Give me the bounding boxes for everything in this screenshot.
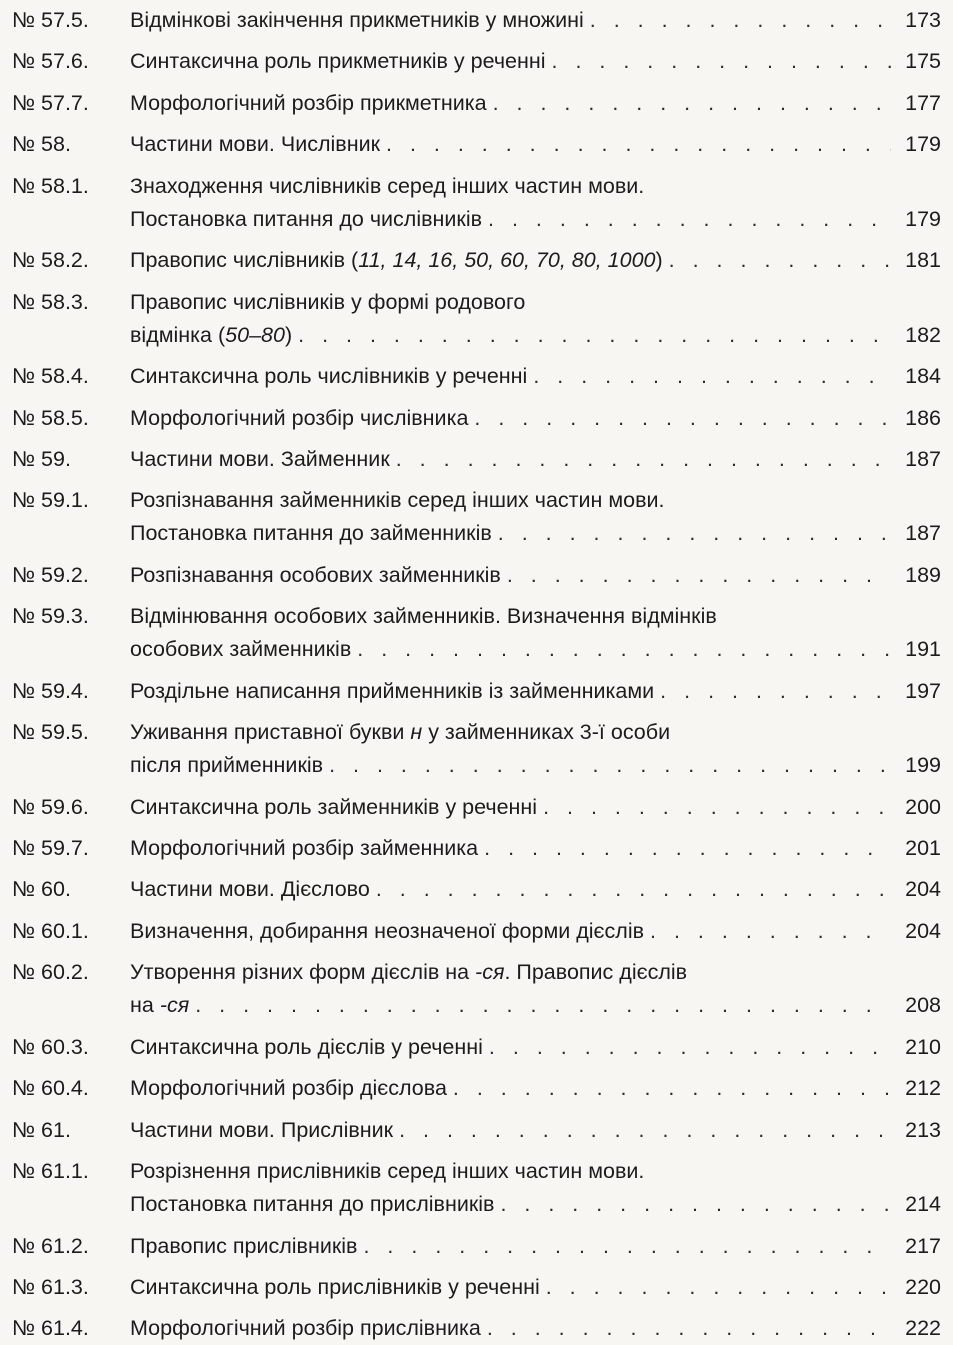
toc-title-segment: Відмінкові закінчення прикметників у множині [130,8,584,32]
toc-entry-title-text [130,749,323,782]
toc-entry-title-line [130,1155,941,1188]
toc-entry-body [130,1230,941,1263]
dot-leader [393,1114,891,1147]
toc-title-segment: Правопис числівників у формі родового [130,289,526,314]
toc-entry-number: № 59.1. [12,488,89,513]
dot-leader [527,360,891,393]
toc-entry-title-text [130,1072,447,1105]
toc-entry [12,1155,941,1221]
toc-entry-body [130,1312,941,1345]
toc-entry-number: № 59.7. [12,836,89,860]
toc-entry-number: № 60.1. [12,918,89,943]
toc-entry-body [130,1271,941,1304]
toc-entry-title-text [130,559,501,592]
toc-entry-title-text [130,633,351,666]
toc-entry-body [130,832,941,865]
toc-entry-body [130,956,941,1022]
toc-entry [12,402,941,435]
toc-entry [12,1230,941,1263]
toc-entry-body [130,873,941,906]
toc-entry-page-number: 201 [905,836,941,860]
toc-entry-title-line [130,128,941,161]
toc-entry-page-number: 204 [905,918,941,943]
dot-leader [468,402,891,435]
toc-title-italic-segment: -ся [159,993,190,1018]
toc-entry-title-line [130,1031,941,1064]
toc-entry-number: № 61. [12,1117,71,1142]
toc-entry-number: № 59.6. [12,794,89,819]
toc-entry [12,443,941,476]
toc-entry-title-text [130,517,492,550]
toc-entry-title-text [130,989,189,1022]
toc-entry-title-text [130,203,482,236]
toc-entry [12,832,941,865]
toc-entry-page-number: 197 [905,678,941,703]
toc-entry [12,170,941,236]
toc-title-segment: Частини мови. Прислівник [130,1117,394,1142]
toc-entry-page-number: 208 [905,993,941,1018]
toc-entry-number: № 61.2. [12,1233,89,1258]
toc-entry [12,286,941,352]
toc-title-segment: ) [655,248,663,273]
toc-entry-title-line [130,633,941,666]
toc-entry-page-number: 181 [905,248,941,273]
toc-entry-number: № 57.7. [12,90,89,115]
dot-leader [478,832,891,865]
toc-entry-body [130,128,941,161]
toc-entry [12,1114,941,1147]
toc-title-italic-segment: -ся [475,960,505,985]
toc-entry-title-line [130,87,941,120]
toc-title-segment: Частини мови. Займенник [130,446,390,471]
toc-entry-number: № 59.3. [12,604,89,629]
toc-entry-title-text [130,1271,540,1304]
toc-title-segment: Розпізнавання займенників серед інших частин мови. [130,488,665,513]
toc-entry [12,484,941,550]
dot-leader [546,45,891,78]
toc-entry-title-line [130,675,941,708]
toc-entry-body [130,1155,941,1221]
toc-entry [12,915,941,948]
dot-leader [380,128,891,161]
toc-entry [12,360,941,393]
toc-entry-number: № 60. [12,877,71,902]
toc-entry-title-line [130,517,941,550]
toc-entry-title-text [130,360,527,393]
toc-title-segment: Частини мови. Числівник [130,132,380,157]
toc-entry [12,956,941,1022]
toc-entry [12,1031,941,1064]
toc-entry-title-line [130,286,941,319]
toc-entry-title-line [130,443,941,476]
toc-entry-number: № 58. [12,132,71,157]
toc-entry-title-line [130,749,941,782]
toc-title-segment: Правопис прислівників [130,1233,358,1258]
toc-entry-page-number: 212 [905,1076,941,1101]
toc-entry-number: № 58.1. [12,173,89,198]
toc-entry-body [130,1114,941,1147]
toc-entry-body [130,1072,941,1105]
toc-entry-page-number: 204 [905,877,941,902]
toc-entry-page-number: 189 [905,562,941,587]
toc-entry-title-line [130,1072,941,1105]
toc-entry [12,1312,941,1345]
toc-entry-title-line [130,1230,941,1263]
toc-entry [12,128,941,161]
dot-leader [447,1072,891,1105]
toc-entry-title-text [130,244,663,277]
toc-title-segment: Частини мови. Дієслово [130,877,370,902]
toc-entry-title-text [130,128,380,161]
toc-title-segment: ) [284,322,293,347]
toc-entry-page-number: 210 [905,1034,941,1059]
toc-entry-body [130,915,941,948]
toc-entry-title-text [130,1159,644,1183]
toc-entry-title-text [130,290,525,314]
toc-entry-number: № 61.3. [12,1274,89,1299]
toc-entry-number: № 60.2. [12,960,89,985]
dot-leader [487,87,891,120]
toc-entry-body [130,286,941,352]
toc-entry-title-line [130,1114,941,1147]
toc-entry-title-text [130,1031,483,1064]
dot-leader [189,989,891,1022]
toc-entry-body [130,443,941,476]
toc-entry-title-line [130,956,941,989]
dot-leader [644,915,891,948]
toc-entry-title-line [130,319,941,352]
dot-leader [390,443,891,476]
toc-title-segment: після прийменників [130,753,324,778]
toc-title-segment: Постановка питання до прислівників [130,1192,495,1217]
toc-entry-page-number: 179 [905,132,941,157]
toc-entry-number: № 59.5. [12,720,89,745]
toc-entry-page-number: 182 [905,322,941,347]
toc-title-segment: Морфологічний розбір займенника [130,836,479,860]
toc-entry-body [130,716,941,782]
toc-entry-body [130,791,941,824]
toc-entry [12,4,941,37]
toc-title-segment: Утворення різних форм дієслів на [130,960,476,985]
dot-leader [584,4,891,37]
toc-title-segment: Синтаксична роль прикметників у реченні [130,49,546,74]
toc-entry-title-text [130,1312,481,1345]
dot-leader [481,1312,891,1345]
toc-title-segment: Розпізнавання особових займенників [130,562,501,587]
toc-entry-title-text [130,604,717,628]
toc-entry-title-line [130,559,941,592]
dot-leader [501,559,891,592]
toc-entry-body [130,600,941,666]
toc-entry-page-number: 175 [905,49,941,74]
toc-entry-title-line [130,1271,941,1304]
toc-entry-title-text [130,87,487,120]
toc-entry-body [130,87,941,120]
toc-title-segment: Правопис числівників ( [130,248,359,273]
toc-title-italic-segment: 11, 14, 16, 50, 60, 70, 80, 1000 [358,248,656,273]
toc-entry-page-number: 187 [905,446,941,471]
toc-entry-title-text [130,960,687,984]
toc-entry-title-line [130,4,941,37]
toc-entry-title-line [130,45,941,78]
dot-leader [654,675,891,708]
toc-entry-number: № 61.4. [12,1316,89,1341]
toc-entry-title-text [130,1114,393,1147]
toc-entry-title-text [130,443,390,476]
toc-entry-body [130,45,941,78]
toc-title-italic-segment: 50–80 [225,322,285,347]
toc-title-segment: Синтаксична роль дієслів у реченні [130,1034,483,1059]
toc-entry-number: № 59. [12,446,71,471]
dot-leader [483,1031,891,1064]
toc-entry-title-line [130,203,941,236]
toc-entry-body [130,170,941,236]
toc-entry-body [130,402,941,435]
toc-title-segment: особових займенників [130,637,352,662]
toc-entry [12,87,941,120]
toc-title-segment: Уживання приставної букви [130,720,411,745]
toc-title-segment: Постановка питання до числівників [130,206,483,231]
toc-entry-body [130,360,941,393]
toc-entry-page-number: 214 [905,1192,941,1217]
toc-entry-page-number: 217 [905,1233,941,1258]
dot-leader [370,873,891,906]
toc-entry-title-text [130,1188,494,1221]
toc-entry-page-number: 222 [905,1316,941,1341]
toc-entry-page-number: 199 [905,753,941,778]
toc-entry-number: № 58.3. [12,289,89,314]
toc-title-segment: Визначення, добирання неозначеної форми дієслів [130,918,645,943]
toc-title-segment: на [130,993,160,1018]
toc-entry-title-text [130,791,537,824]
toc-entry-title-line [130,1312,941,1345]
toc-entry [12,600,941,666]
toc-entry-page-number: 191 [905,637,941,662]
toc-entry [12,45,941,78]
toc-title-segment: Роздільне написання прийменників із займенниками [130,678,655,703]
toc-entry-body [130,559,941,592]
toc-entry-title-text [130,915,644,948]
toc-entry [12,675,941,708]
toc-entry-page-number: 200 [905,794,941,819]
toc-entry-number: № 60.3. [12,1034,89,1059]
toc-entry-body [130,484,941,550]
toc-entry-page-number: 220 [905,1274,941,1299]
toc-entry-number: № 61.1. [12,1159,89,1184]
toc-title-segment: . Правопис дієслів [504,960,688,985]
table-of-contents [12,4,941,1345]
toc-entry-title-text [130,174,644,198]
toc-title-segment: Розрізнення прислівників серед інших частин мови. [130,1159,645,1184]
toc-entry-body [130,4,941,37]
toc-entry-title-line [130,402,941,435]
toc-title-segment: Морфологічний розбір числівника [130,405,469,430]
toc-entry-title-line [130,989,941,1022]
toc-entry-body [130,1031,941,1064]
toc-entry [12,716,941,782]
toc-title-segment: Відмінювання особових займенників. Визначення відмінків [130,604,717,629]
toc-entry-page-number: 184 [905,364,941,389]
toc-entry-title-text [130,4,584,37]
toc-entry-title-text [130,319,292,352]
toc-entry-number: № 60.4. [12,1076,89,1101]
dot-leader [292,319,891,352]
toc-entry-title-line [130,832,941,865]
toc-entry-page-number: 213 [905,1117,941,1142]
toc-title-segment: у займенниках 3-ї особи [422,720,671,745]
toc-title-segment: Постановка питання до займенників [130,521,492,546]
dot-leader [357,1230,891,1263]
toc-entry-title-line [130,360,941,393]
toc-entry-title-text [130,675,654,708]
toc-entry-number: № 58.4. [12,364,89,389]
dot-leader [663,244,891,277]
toc-entry-title-line [130,873,941,906]
dot-leader [351,633,891,666]
toc-entry-page-number: 179 [905,206,941,231]
dot-leader [537,791,891,824]
toc-entry-title-text [130,488,665,512]
toc-entry-title-line [130,915,941,948]
toc-title-segment: Морфологічний розбір прикметника [130,90,487,115]
toc-entry-title-line [130,716,941,749]
toc-entry-number: № 59.2. [12,562,89,587]
toc-title-segment: відмінка ( [130,322,226,347]
dot-leader [494,1188,891,1221]
toc-entry [12,791,941,824]
toc-entry-title-text [130,45,546,78]
toc-title-segment: Синтаксична роль займенників у реченні [130,794,538,819]
toc-entry [12,559,941,592]
toc-entry-title-line [130,1188,941,1221]
toc-title-segment: Синтаксична роль числівників у реченні [130,364,528,389]
toc-entry-page-number: 173 [905,8,941,32]
toc-entry [12,1271,941,1304]
toc-entry [12,873,941,906]
toc-title-italic-segment: н [410,720,423,745]
toc-entry [12,1072,941,1105]
toc-entry-title-text [130,1230,357,1263]
toc-entry-page-number: 186 [905,405,941,430]
toc-entry-title-line [130,600,941,633]
toc-entry-title-text [130,873,370,906]
toc-entry [12,244,941,277]
toc-entry-number: № 57.6. [12,49,89,74]
toc-entry-page-number: 187 [905,521,941,546]
toc-entry-title-text [130,832,478,865]
toc-entry-number: № 59.4. [12,678,89,703]
toc-title-segment: Морфологічний розбір прислівника [130,1316,481,1341]
dot-leader [540,1271,891,1304]
toc-entry-title-text [130,402,468,435]
toc-title-segment: Знаходження числівників серед інших частин мови. [130,173,645,198]
toc-entry-number: № 58.5. [12,405,89,430]
toc-entry-title-line [130,484,941,517]
toc-entry-body [130,244,941,277]
toc-title-segment: Морфологічний розбір дієслова [130,1076,447,1101]
toc-entry-number: № 58.2. [12,248,89,273]
dot-leader [492,517,891,550]
toc-entry-number: № 57.5. [12,8,89,32]
dot-leader [323,749,891,782]
toc-title-segment: Синтаксична роль прислівників у реченні [130,1274,540,1299]
toc-entry-title-line [130,244,941,277]
toc-entry-title-line [130,791,941,824]
toc-entry-title-line [130,170,941,203]
toc-entry-body [130,675,941,708]
toc-entry-page-number: 177 [905,90,941,115]
dot-leader [482,203,891,236]
toc-entry-title-text [130,720,670,744]
